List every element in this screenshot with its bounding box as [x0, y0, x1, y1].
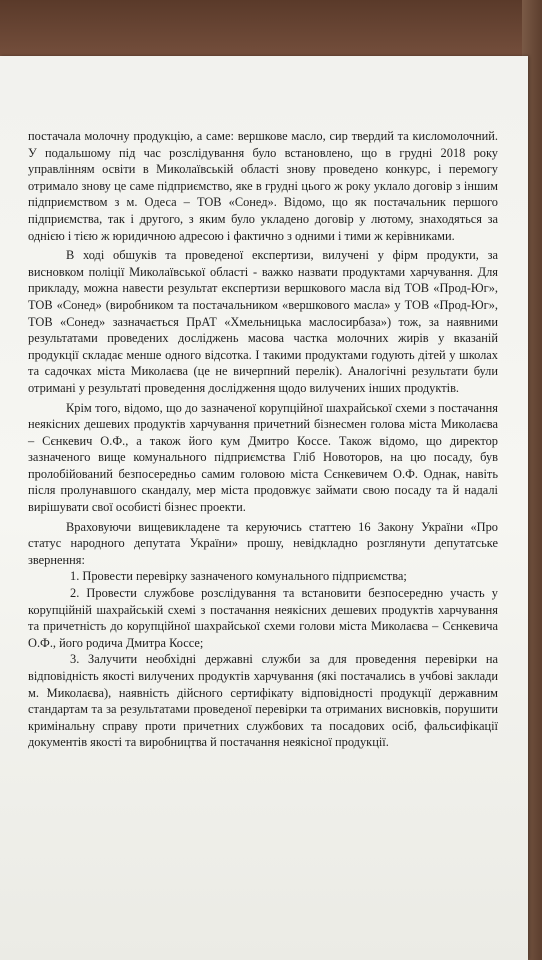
document-page	[0, 56, 528, 960]
paragraph-supply-details: постачала молочну продукцію, а саме: вершкове масло, сир твердий та кисломолочний. У подальшому під час розслідування було встановлено, що в грудні 2018 року управлінням освіти в Миколаївській області знову проведено конкурс, і перемогу отримало знову це саме підприємство, яке в грудні цього ж року уклало договір з іншим підприємством з м. Одеса – ТОВ «Сонед». Відомо, що як постачальник першого підприємства, так і другого, з яким було укладено договір у лютому, знаходяться за однією і тією ж юридичною адресою і фактично з одними і тими ж керівниками.	[28, 129, 498, 243]
request-item-3: 3. Залучити необхідні державні служби за для проведення перевірки на відповідність якості вилучених продуктів харчування (які постачались в учбові заклади м. Миколаєва), наявність дійсного сертифікату відповідності продукції державним стандартам та за результатами проведеної перевірки та отриманих висновків, порушити кримінальну справу проти причетних службових та посадових осіб, фальсифікації документів якості та виробництва й постачання неякісної продукції.	[28, 652, 498, 750]
request-item-2: 2. Провести службове розслідування та встановити безпосередню участь у корупційній шахрайській схемі з постачання неякісних дешевих продуктів харчування та причетність до корупційної шахрайської схеми голови міста Миколаєва – Сєнкевича О.Ф., його родича Дмитра Коссе;	[28, 586, 498, 650]
request-item-1: 1. Провести перевірку зазначеного комунального підприємства;	[70, 569, 407, 584]
paragraph-expertise-results: В ході обшуків та проведеної експертизи, вилучені у фірм продукти, за висновком поліції Миколаївської області - важко назвати продуктами харчування. Для прикладу, можна навести результат експертизи вершкового масла від ТОВ «Прод-Юг», ТОВ «Сонед» (виробником та постачальником «вершкового масла» у ТОВ «Прод-Юг», ТОВ «Сонед» зазначається ПрАТ «Хмельницька маслосирбаза») тож, за наявними результатами проведених досліджень масова частка молочних жирів у вказаній продукції складає менше одного відсотка. І такими продуктами годують дітей у школах та садочках міста Миколаєва (це не вичерпний перелік). Аналогічні результати були отримані у результаті проведення дослідження щодо вилучених інших продуктів.	[28, 248, 498, 395]
paragraph-corruption-scheme: Крім того, відомо, що до зазначеної корупційної шахрайської схеми з постачання неякісних дешевих продуктів харчування причетний бізнесмен голова міста Миколаєва – Сєнкевич О.Ф., а також його кум Дмитро Коссе. Також відомо, що директор зазначеного вище комунального підприємства Гліб Новоторов, на цю посаду, був пролобійований безпосередньо самим головою міста Сєнкевичем О.Ф. Однак, навіть після пролунавшого скандалу, мер міста продовжує займати свою посаду та й надалі вирішувати свої особисті бізнес проекти.	[28, 400, 498, 515]
paragraph-request-intro: Враховуючи вищевикладене та керуючись статтею 16 Закону України «Про статус народного депутата України» прошу, невідкладно розглянути депутатське звернення:	[28, 519, 498, 567]
document-body	[28, 128, 498, 751]
